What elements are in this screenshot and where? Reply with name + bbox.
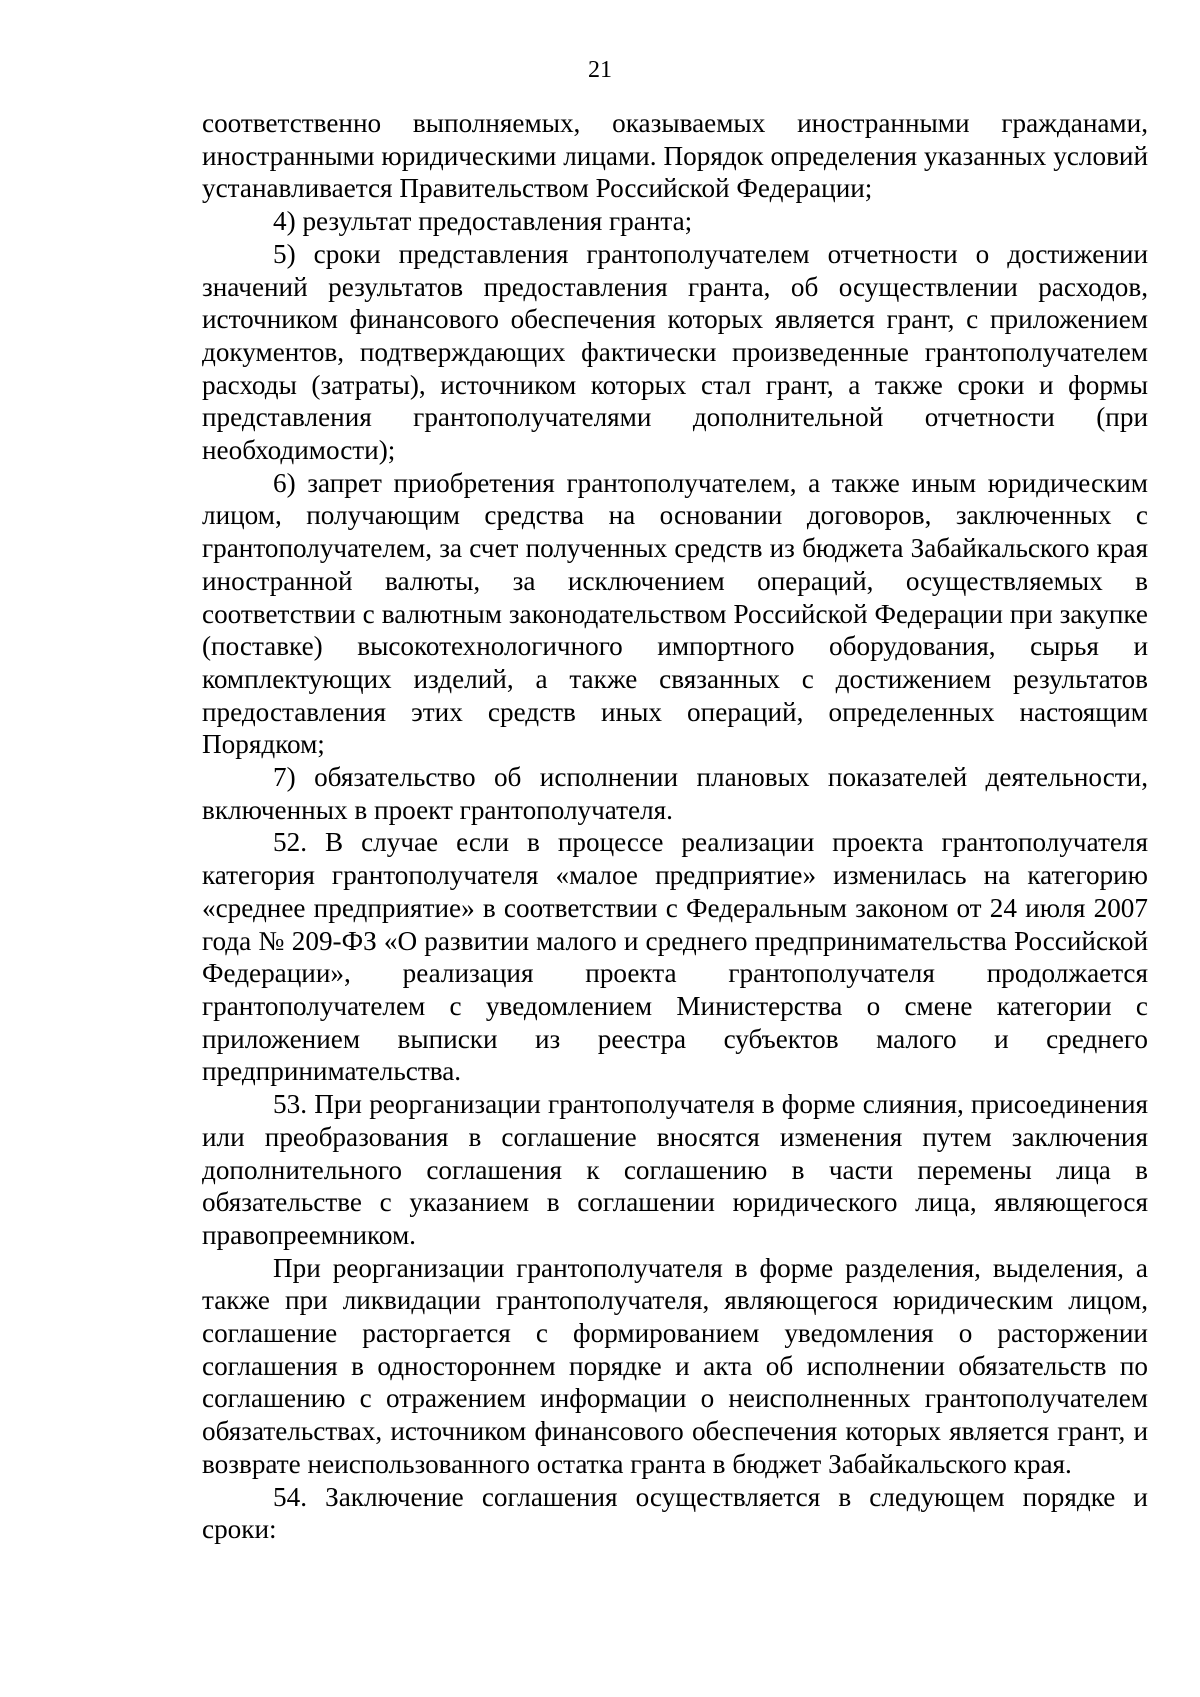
page-number: 21 xyxy=(588,57,612,83)
clause-53: 53. При реорганизации грантополучателя в форме слияния, присоединения или преобразования в соглашение вносятся изменения путем заключения дополнительного соглашения к соглашению в части перемены лица в обязательстве с указанием в соглашении юридического лица, являющегося правопреемником. xyxy=(202,1089,1148,1250)
list-item-6: 6) запрет приобретения грантополучателем, а также иным юридическим лицом, получающим средства на основании договоров, заключенных с грантополучателем, за счет полученных средств из бюджета Забайкальского края иностранной валюты, за исключением операций, осуществляемых в соответствии с валютным законодательством Российской Федерации при закупке (поставке) высокотехнологичного импортного оборудования, сырья и комплектующих изделий, а также связанных с достижением результатов предоставления этих средств иных операций, определенных настоящим Порядком; xyxy=(202,467,1148,760)
list-item-5: 5) сроки представления грантополучателем отчетности о достижении значений результатов предоставления гранта, об осуществлении расходов, источником финансового обеспечения которых является грант, с приложением документов, подтверждающих фактически произведенные грантополучателем расходы (затраты), источником которых стал грант, а также сроки и формы представления грантополучателями дополнительной отчетности (при необходимости); xyxy=(202,238,1148,466)
clause-53-second-paragraph: При реорганизации грантополучателя в форме разделения, выделения, а также при ликвидации грантополучателя, являющегося юридическим лицом, соглашение расторгается с формированием уведомления о расторжении соглашения в одностороннем порядке и акта об исполнении обязательств по соглашению с отражением информации о неисполненных грантополучателем обязательствах, источником финансового обеспечения которых является грант, и возврате неиспользованного остатка гранта в бюджет Забайкальского края. xyxy=(202,1252,1148,1479)
clause-52: 52. В случае если в процессе реализации проекта грантополучателя категория грантополучателя «малое предприятие» изменилась на категорию «среднее предприятие» в соответствии с Федеральным законом от 24 июля 2007 года № 209-ФЗ «О развитии малого и среднего предпринимательства Российской Федерации», реализация проекта грантополучателя продолжается грантополучателем с уведомлением Министерства о смене категории с приложением выписки из реестра субъектов малого и среднего предпринимательства. xyxy=(202,827,1148,1087)
paragraph-continuation: соответственно выполняемых, оказываемых иностранными гражданами, иностранными юридическими лицами. Порядок определения указанных условий устанавливается Правительством Российской Федерации; xyxy=(202,108,1148,204)
list-item-4: 4) результат предоставления гранта; xyxy=(273,206,693,237)
list-item-7: 7) обязательство об исполнении плановых показателей деятельности, включенных в проект грантополучателя. xyxy=(202,762,1148,825)
clause-54: 54. Заключение соглашения осуществляется в следующем порядке и сроки: xyxy=(202,1481,1148,1545)
document-body xyxy=(202,107,1148,1546)
